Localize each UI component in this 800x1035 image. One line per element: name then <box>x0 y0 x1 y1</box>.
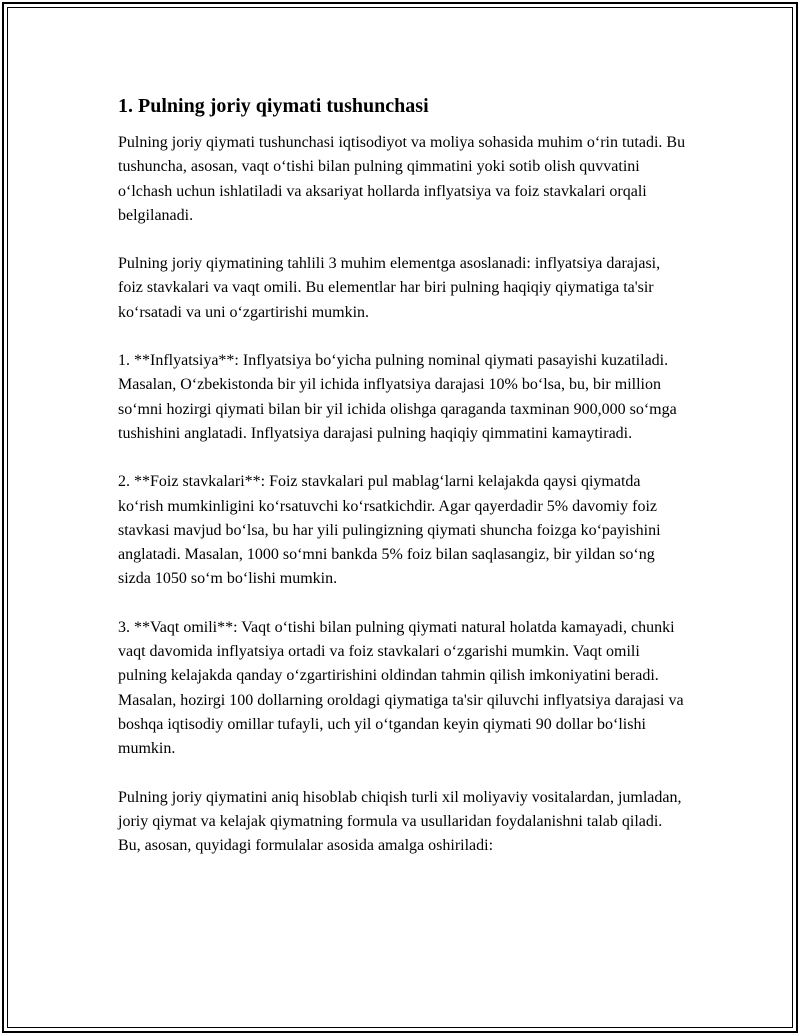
paragraph-formulas: Pulning joriy qiymatini aniq hisoblab chiqish turli xil moliyaviy vositalardan, jumladan, joriy qiymat va kelajak qiymatning formula va usullaridan foydalanishni talab qiladi. Bu, asosan, quyidagi formulalar asosida amalga oshiriladi: <box>118 788 682 855</box>
paragraph-elements: Pulning joriy qiymatining tahlili 3 muhim elementga asoslanadi: inflyatsiya darajasi, foiz stavkalari va vaqt omili. Bu elementlar har biri pulning haqiqiy qiymatiga ta'sir koʻrsatadi va uni oʻzgartirishi mumkin. <box>118 255 661 321</box>
paragraph-intro: Pulning joriy qiymati tushunchasi iqtisodiyot va moliya sohasida muhim oʻrin tutadi. Bu tushuncha, asosan, vaqt oʻtishi bilan pulning qimmatini yoki sotib olish quvvatini oʻlchash uchun ishlatiladi va aksariyat hollarda inflyatsiya va foiz stavkalari orqali belgilanadi. <box>118 134 686 224</box>
paragraph-interest-rates: 2. **Foiz stavkalari**: Foiz stavkalari pul mablagʻlarni kelajakda qaysi qiymatda koʻrish mumkinligini koʻrsatuvchi koʻrsatkichdir. Agar qayerdadir 5% davomiy foiz stavkasi mavjud boʻlsa, bu har yili pulingizning qiymati shuncha foizga koʻpayishini anglatadi. Masalan, 1000 soʻmni bankda 5% foiz bilan saqlasangiz, bir yildan soʻng sizda 1050 soʻm boʻlishi mumkin. <box>118 473 661 588</box>
paragraph-inflation: 1. **Inflyatsiya**: Inflyatsiya boʻyicha pulning nominal qiymati pasayishi kuzatiladi. Masalan, Oʻzbekistonda bir yil ichida inflyatsiya darajasi 10% boʻlsa, bu, bir million soʻmni hozirgi qiymati bilan bir yil ichida olishga qaraganda taxminan 900,000 soʻmga tushishini anglatadi. Inflyatsiya darajasi pulning haqiqiy qimmatini kamaytiradi. <box>118 352 677 442</box>
paragraph-time-factor: 3. **Vaqt omili**: Vaqt oʻtishi bilan pulning qiymati natural holatda kamayadi, chunki vaqt davomida inflyatsiya ortadi va foiz stavkalari oʻzgarishi mumkin. Vaqt omili pulning kelajakda qanday oʻzgartirishini oldindan tahmin qilish imkoniyatini beradi. Masalan, hozirgi 100 dollarning oroldagi qiymatiga ta'sir qiluvchi inflyatsiya darajasi va boshqa iqtisodiy omillar tufayli, uch yil oʻtgandan keyin qiymati 90 dollar boʻlishi mumkin. <box>118 618 684 758</box>
document-body <box>118 92 688 882</box>
section-heading: 1. Pulning joriy qiymati tushunchasi <box>118 95 429 117</box>
